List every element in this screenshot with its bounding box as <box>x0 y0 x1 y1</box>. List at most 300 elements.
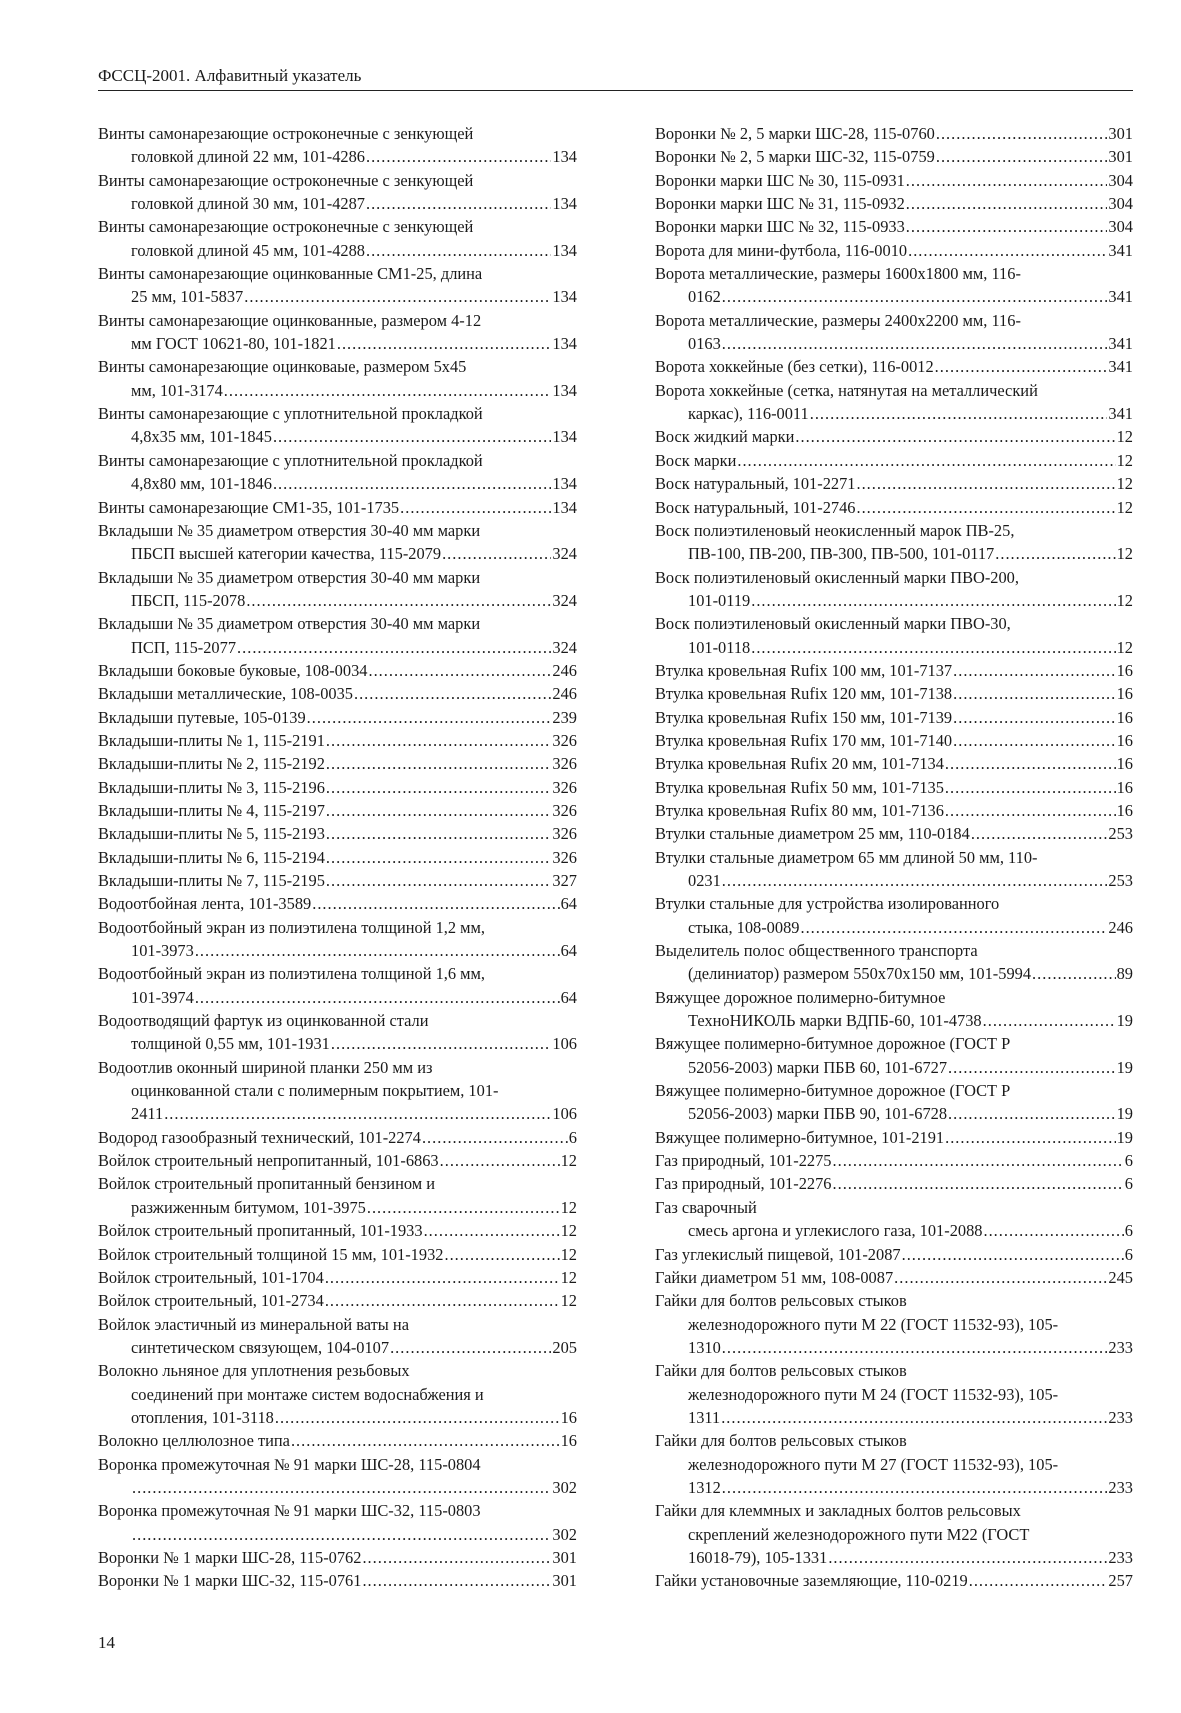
dot-leader <box>291 1429 560 1452</box>
index-entry-text: Гайки для болтов рельсовых стыков <box>655 1291 907 1311</box>
index-entry <box>98 869 577 892</box>
index-entry <box>98 1266 577 1289</box>
index-entry-text: мм ГОСТ 10621-80, 101-1821 <box>131 334 336 354</box>
index-entry-text: Втулка кровельная Rufix 20 мм, 101-7134 <box>655 754 944 774</box>
index-entry-text: Воронки № 1 марки ШС-28, 115-0762 <box>98 1547 362 1567</box>
index-entry-leader-line <box>655 192 1133 215</box>
index-entry-page-number: 12 <box>1116 637 1133 657</box>
index-entry-leader-line <box>98 425 577 448</box>
dot-leader <box>273 472 551 495</box>
index-entry <box>98 729 577 752</box>
dot-leader <box>983 1009 1116 1032</box>
index-entry-text: ПБСП, 115-2078 <box>131 590 246 610</box>
index-entry <box>655 145 1133 168</box>
index-entry-page-number: 12 <box>1116 497 1133 517</box>
dot-leader <box>953 729 1115 752</box>
dot-leader <box>953 659 1115 682</box>
index-entry-text: головкой длиной 22 мм, 101-4286 <box>131 147 365 167</box>
index-entry-text: Втулка кровельная Rufix 80 мм, 101-7136 <box>655 800 944 820</box>
dot-leader <box>983 1219 1123 1242</box>
index-entry-text: Втулки стальные для устройства изолированного <box>655 894 1000 914</box>
index-entry-leader-line <box>655 1336 1133 1359</box>
dot-leader <box>833 1172 1124 1195</box>
index-entry-text: Вкладыши-плиты № 3, 115-2196 <box>98 777 325 797</box>
index-entry-leader-line <box>655 355 1133 378</box>
index-entry-leader-line <box>98 1569 577 1592</box>
dot-leader <box>856 472 1115 495</box>
index-entry-leader-line <box>98 496 577 519</box>
index-entry-page-number: 12 <box>1116 474 1133 494</box>
index-entry-text: Втулка кровельная Rufix 170 мм, 101-7140 <box>655 730 953 750</box>
dot-leader <box>894 1266 1107 1289</box>
index-entry-leader-line <box>655 145 1133 168</box>
index-entry <box>98 402 577 449</box>
dot-leader <box>751 589 1115 612</box>
dot-leader <box>195 986 560 1009</box>
index-entry-leader-line <box>98 752 577 775</box>
index-entry-leader-line <box>98 846 577 869</box>
index-entry-page-number: 134 <box>552 427 577 447</box>
dot-leader <box>366 145 551 168</box>
index-entry-leader-line <box>98 1126 577 1149</box>
index-entry-leader-line <box>98 939 577 962</box>
index-entry-text: Вкладыши-плиты № 4, 115-2197 <box>98 800 325 820</box>
index-entry-page-number: 64 <box>560 987 577 1007</box>
index-entry-leader-line <box>655 1569 1133 1592</box>
dot-leader <box>971 822 1108 845</box>
index-entry-leader-line <box>98 682 577 705</box>
index-entry-text: Воронки № 2, 5 марки ШС-32, 115-0759 <box>655 147 935 167</box>
dot-leader <box>424 1219 560 1242</box>
index-entry-page-number: 326 <box>552 777 577 797</box>
index-entry-text: Винты самонарезающие оцинкованные СМ1-25, длина <box>98 264 483 284</box>
index-entry-text: Ворота для мини-футбола, 116-0010 <box>655 240 908 260</box>
index-entry <box>655 799 1133 822</box>
index-entry-leader-line <box>655 1056 1133 1079</box>
index-entry-leader-line <box>98 332 577 355</box>
index-entry-text: Втулка кровельная Rufix 100 мм, 101-7137 <box>655 660 953 680</box>
index-entry-leader-line <box>98 1266 577 1289</box>
index-entry-text: толщиной 0,55 мм, 101-1931 <box>131 1034 330 1054</box>
index-entry-text: Водоотлив оконный шириной планки 250 мм из <box>98 1057 433 1077</box>
index-entry-text: (делиниатор) размером 550х70х150 мм, 101-5994 <box>688 964 1032 984</box>
index-entry-page-number: 64 <box>560 894 577 914</box>
index-entry <box>655 169 1133 192</box>
index-entry <box>98 1359 577 1429</box>
index-entry <box>98 682 577 705</box>
index-entry-leader-line <box>655 449 1133 472</box>
index-entry <box>98 916 577 963</box>
index-entry <box>655 776 1133 799</box>
dot-leader <box>366 192 551 215</box>
index-entry-page-number: 324 <box>552 590 577 610</box>
dot-leader <box>326 799 552 822</box>
index-entry-page-number: 16 <box>560 1407 577 1427</box>
index-entry-page-number: 326 <box>552 847 577 867</box>
dot-leader <box>953 682 1115 705</box>
index-entry-text: Войлок строительный, 101-2734 <box>98 1291 324 1311</box>
index-entry-page-number: 6 <box>1124 1221 1133 1241</box>
index-entry-leader-line <box>655 822 1133 845</box>
dot-leader <box>337 332 552 355</box>
dot-leader <box>326 869 552 892</box>
index-entry-text: Втулка кровельная Rufix 120 мм, 101-7138 <box>655 684 953 704</box>
index-entry <box>98 776 577 799</box>
index-entry-leader-line <box>98 636 577 659</box>
index-entry-page-number: 16 <box>1116 730 1133 750</box>
dot-leader <box>273 425 551 448</box>
index-entry-page-number: 134 <box>552 334 577 354</box>
index-entry-page-number: 245 <box>1108 1267 1133 1287</box>
index-entry-leader-line <box>655 332 1133 355</box>
index-entry <box>655 1499 1133 1569</box>
index-entry-page-number: 12 <box>1116 450 1133 470</box>
dot-leader <box>936 122 1108 145</box>
index-entry-leader-line <box>655 659 1133 682</box>
index-entry-page-number: 233 <box>1108 1477 1133 1497</box>
index-entry <box>98 215 577 262</box>
index-entry-page-number: 304 <box>1108 217 1133 237</box>
index-entry <box>655 822 1133 845</box>
index-entry-text: Вяжущее полимерно-битумное дорожное (ГОСТ Р <box>655 1081 1011 1101</box>
index-entry-leader-line <box>655 1266 1133 1289</box>
index-entry-text: Выделитель полос общественного транспорта <box>655 941 978 961</box>
index-entry-text: Воронки марки ШС № 32, 115-0933 <box>655 217 905 237</box>
dot-leader <box>326 846 552 869</box>
dot-leader <box>164 1102 551 1125</box>
index-entry-text: Воск натуральный, 101-2271 <box>655 474 856 494</box>
index-entry-text: Войлок строительный пропитанный, 101-1933 <box>98 1221 423 1241</box>
index-entry-text: Воронки № 1 марки ШС-32, 115-0761 <box>98 1571 362 1591</box>
index-entry-text: 52056-2003) марки ПБВ 90, 101-6728 <box>688 1104 948 1124</box>
index-entry-leader-line <box>655 1243 1133 1266</box>
index-entry-text: Гайки установочные заземляющие, 110-0219 <box>655 1571 968 1591</box>
dot-leader <box>945 1126 1116 1149</box>
index-entry <box>655 986 1133 1033</box>
index-entry <box>98 309 577 356</box>
index-entry-leader-line <box>98 776 577 799</box>
dot-leader <box>362 1546 551 1569</box>
index-entry-page-number: 19 <box>1116 1127 1133 1147</box>
index-entry-page-number: 301 <box>1108 147 1133 167</box>
index-entry-page-number: 327 <box>552 871 577 890</box>
index-entry-leader-line <box>98 986 577 1009</box>
index-entry <box>655 1079 1133 1126</box>
index-entry-text: Втулки стальные диаметром 65 мм длиной 50 мм, 110- <box>655 847 1038 867</box>
dot-leader <box>935 355 1108 378</box>
index-entry-text: Войлок строительный непропитанный, 101-6863 <box>98 1151 439 1171</box>
index-entry-leader-line <box>655 122 1133 145</box>
dot-leader <box>969 1569 1108 1592</box>
index-entry-page-number: 233 <box>1108 1337 1133 1357</box>
dot-leader <box>331 1032 552 1055</box>
index-entry <box>98 846 577 869</box>
index-entry-page-number: 304 <box>1108 170 1133 190</box>
index-entry <box>98 169 577 216</box>
index-entry-page-number: 12 <box>1116 427 1133 447</box>
index-entry-text: Вяжущее дорожное полимерно-битумное <box>655 987 946 1007</box>
dot-leader <box>945 776 1116 799</box>
index-entry <box>98 1499 577 1546</box>
index-entry-page-number: 64 <box>560 941 577 961</box>
index-entry-text: Воронки марки ШС № 31, 115-0932 <box>655 194 905 214</box>
index-entry-leader-line <box>98 1032 577 1055</box>
index-entry <box>98 1126 577 1149</box>
dot-leader <box>440 1149 560 1172</box>
index-entry-leader-line <box>655 425 1133 448</box>
index-entry-page-number: 326 <box>552 754 577 774</box>
index-entry-text: Вяжущее полимерно-битумное дорожное (ГОСТ Р <box>655 1034 1011 1054</box>
index-entry-text: Ворота металлические, размеры 2400х2200 мм, 116- <box>655 310 1021 330</box>
index-entry <box>655 1126 1133 1149</box>
index-entry <box>655 519 1133 566</box>
index-entry-leader-line <box>655 472 1133 495</box>
dot-leader <box>224 379 552 402</box>
index-entry <box>655 1359 1133 1429</box>
index-entry-text: 0163 <box>688 334 721 354</box>
index-entry <box>655 612 1133 659</box>
index-entry <box>98 822 577 845</box>
index-entry-text: Воронки марки ШС № 30, 115-0931 <box>655 170 905 190</box>
dot-leader <box>800 916 1107 939</box>
index-entry-text: разжиженным битумом, 101-3975 <box>131 1197 366 1217</box>
index-entry-page-number: 16 <box>560 1431 577 1451</box>
index-entry-text: 101-3974 <box>131 987 194 1007</box>
index-entry <box>655 122 1133 145</box>
index-entry-page-number: 324 <box>552 544 577 564</box>
index-entry-leader-line <box>98 1243 577 1266</box>
index-entry-page-number: 326 <box>552 824 577 844</box>
index-entry <box>98 1172 577 1219</box>
index-entry-text: 4,8х80 мм, 101-1846 <box>131 474 272 494</box>
index-entry-text: Воск жидкий марки <box>655 427 795 447</box>
dot-leader <box>722 1336 1108 1359</box>
index-entry <box>655 1266 1133 1289</box>
index-entry <box>655 239 1133 262</box>
dot-leader <box>132 1523 551 1546</box>
dot-leader <box>275 1406 560 1429</box>
index-entry-text: головкой длиной 30 мм, 101-4287 <box>131 194 365 214</box>
index-entry-text: оцинкованной стали с полимерным покрытием, 101- <box>131 1081 499 1101</box>
index-entry-text: Вкладыши-плиты № 1, 115-2191 <box>98 730 325 750</box>
index-entry-text: 101-3973 <box>131 941 194 961</box>
index-entry <box>98 612 577 659</box>
index-entry-text: Винты самонарезающие остроконечные с зенкующей <box>98 170 474 190</box>
index-entry <box>98 1289 577 1312</box>
index-entry-page-number: 304 <box>1108 194 1133 214</box>
index-entry <box>98 1313 577 1360</box>
index-entry-text: Вкладыши боковые буковые, 108-0034 <box>98 660 368 680</box>
dot-leader <box>422 1126 568 1149</box>
index-entry-leader-line <box>98 892 577 915</box>
dot-leader <box>195 939 560 962</box>
index-entry-text: 0231 <box>688 871 721 890</box>
index-entry-leader-line <box>655 1219 1133 1242</box>
index-entry-leader-line <box>98 729 577 752</box>
dot-leader <box>390 1336 551 1359</box>
index-entry-text: соединений при монтаже систем водоснабжения и <box>131 1384 484 1404</box>
index-entry <box>98 355 577 402</box>
index-entry-page-number: 16 <box>1116 800 1133 820</box>
index-entry-leader-line <box>655 916 1133 939</box>
index-entry-page-number: 233 <box>1108 1407 1133 1427</box>
index-entry-page-number: 324 <box>552 637 577 657</box>
index-entry-text: 0162 <box>688 287 721 307</box>
index-entry-page-number: 12 <box>560 1291 577 1311</box>
index-entry <box>655 309 1133 356</box>
index-entry <box>655 215 1133 238</box>
index-entry <box>98 892 577 915</box>
index-column-right <box>655 122 1133 1593</box>
dot-leader <box>354 682 551 705</box>
dot-leader <box>902 1243 1124 1266</box>
index-entry-page-number: 12 <box>560 1197 577 1217</box>
dot-leader <box>1032 962 1116 985</box>
index-entry-leader-line <box>98 869 577 892</box>
dot-leader <box>721 1406 1107 1429</box>
index-entry-page-number: 301 <box>1108 124 1133 143</box>
index-entry-text: Вкладыши путевые, 105-0139 <box>98 707 306 727</box>
dot-leader <box>367 1196 560 1219</box>
index-entry-text: 16018-79), 105-1331 <box>688 1547 828 1567</box>
index-entry-leader-line <box>98 1523 577 1546</box>
dot-leader <box>995 542 1115 565</box>
index-entry-text: Винты самонарезающие СМ1-35, 101-1735 <box>98 497 400 517</box>
index-entry-text: Гайки для клеммных и закладных болтов рельсовых <box>655 1501 1021 1521</box>
page-number: 14 <box>98 1633 115 1652</box>
index-entry-page-number: 134 <box>552 240 577 260</box>
index-entry <box>655 566 1133 613</box>
dot-leader <box>948 1056 1116 1079</box>
index-entry <box>655 729 1133 752</box>
index-entry <box>655 1172 1133 1195</box>
index-entry-text: Гайки для болтов рельсовых стыков <box>655 1431 907 1451</box>
index-entry-text: Войлок эластичный из минеральной ваты на <box>98 1314 409 1334</box>
index-entry-leader-line <box>655 1172 1133 1195</box>
index-entry-leader-line <box>655 1009 1133 1032</box>
dot-leader <box>833 1149 1124 1172</box>
index-entry-page-number: 134 <box>552 287 577 307</box>
index-entry-leader-line <box>655 1102 1133 1125</box>
index-entry-page-number: 246 <box>1108 917 1133 937</box>
dot-leader <box>326 822 552 845</box>
index-entry-text: 101-0118 <box>688 637 751 657</box>
index-entry-page-number: 134 <box>552 497 577 517</box>
dot-leader <box>908 239 1107 262</box>
index-entry-text: отопления, 101-3118 <box>131 1407 274 1427</box>
index-entry <box>98 706 577 729</box>
index-entry-page-number: 6 <box>568 1127 577 1147</box>
index-entry-text: Воронки № 2, 5 марки ШС-28, 115-0760 <box>655 124 935 143</box>
index-entry-leader-line <box>655 285 1133 308</box>
index-entry-text: Втулка кровельная Rufix 150 мм, 101-7139 <box>655 707 953 727</box>
dot-leader <box>325 1289 560 1312</box>
index-entry-page-number: 341 <box>1108 334 1133 354</box>
index-entry-leader-line <box>655 776 1133 799</box>
index-entry-text: скреплений железнодорожного пути М22 (ГОСТ <box>688 1524 1030 1544</box>
index-entry-page-number: 12 <box>1116 544 1133 564</box>
index-entry <box>98 519 577 566</box>
index-entry-text: Ворота хоккейные (без сетки), 116-0012 <box>655 357 934 377</box>
index-entry-text: ПСП, 115-2077 <box>131 637 237 657</box>
index-entry-text: Втулки стальные диаметром 25 мм, 110-0184 <box>655 824 970 844</box>
index-entry-text: Волокно льняное для уплотнения резьбовых <box>98 1361 410 1381</box>
index-entry-page-number: 134 <box>552 194 577 214</box>
index-entry-leader-line <box>98 145 577 168</box>
index-entry-text: железнодорожного пути М 24 (ГОСТ 11532-93), 105- <box>688 1384 1059 1404</box>
index-entry <box>98 1243 577 1266</box>
index-entry <box>98 566 577 613</box>
index-entry-page-number: 12 <box>560 1244 577 1264</box>
dot-leader <box>751 636 1115 659</box>
index-entry-text: Воск полиэтиленовый окисленный марки ПВО-200, <box>655 567 1019 587</box>
index-entry <box>655 1196 1133 1243</box>
index-entry-text: ПБСП высшей категории качества, 115-2079 <box>131 544 442 564</box>
index-entry-text: ТехноНИКОЛЬ марки ВДПБ-60, 101-4738 <box>688 1011 982 1031</box>
index-entry-text: Гайки диаметром 51 мм, 108-0087 <box>655 1267 894 1287</box>
index-entry-text: Войлок строительный толщиной 15 мм, 101-1932 <box>98 1244 444 1264</box>
index-entry-page-number: 134 <box>552 474 577 494</box>
index-entry-page-number: 246 <box>552 660 577 680</box>
index-entry <box>655 752 1133 775</box>
dot-leader <box>906 169 1108 192</box>
dot-leader <box>312 892 559 915</box>
index-entry-page-number: 253 <box>1108 824 1133 844</box>
index-entry-leader-line <box>98 1546 577 1569</box>
index-entry-text: Вкладыши-плиты № 2, 115-2192 <box>98 754 325 774</box>
index-entry-leader-line <box>98 285 577 308</box>
dot-leader <box>936 145 1108 168</box>
index-entry-leader-line <box>655 729 1133 752</box>
index-entry-text: Вкладыши № 35 диаметром отверстия 30-40 мм марки <box>98 520 481 540</box>
dot-leader <box>945 752 1116 775</box>
index-entry-leader-line <box>655 496 1133 519</box>
index-entry-text: Газ природный, 101-2276 <box>655 1174 832 1194</box>
dot-leader <box>722 869 1108 892</box>
index-entry-leader-line <box>655 869 1133 892</box>
index-entry <box>98 1219 577 1242</box>
dot-leader <box>132 1476 551 1499</box>
dot-leader <box>237 636 551 659</box>
index-entry <box>655 1032 1133 1079</box>
index-entry-page-number: 12 <box>1116 590 1133 610</box>
index-entry-text: Водоотводящий фартук из оцинкованной стали <box>98 1011 429 1031</box>
index-entry-page-number: 19 <box>1116 1104 1133 1124</box>
index-column-left <box>98 122 577 1593</box>
index-entry-text: 4,8х35 мм, 101-1845 <box>131 427 272 447</box>
dot-leader <box>307 706 552 729</box>
index-entry-text: Втулка кровельная Rufix 50 мм, 101-7135 <box>655 777 944 797</box>
index-entry-page-number: 239 <box>552 707 577 727</box>
index-entry-leader-line <box>655 1546 1133 1569</box>
index-entry-leader-line <box>98 799 577 822</box>
index-entry-page-number: 326 <box>552 730 577 750</box>
index-entry-text: Винты самонарезающие остроконечные с зенкующей <box>98 124 474 143</box>
index-entry-page-number: 134 <box>552 380 577 400</box>
dot-leader <box>722 285 1108 308</box>
index-entry-page-number: 106 <box>552 1034 577 1054</box>
index-entry-page-number: 19 <box>1116 1057 1133 1077</box>
index-entry-page-number: 341 <box>1108 357 1133 377</box>
dot-leader <box>948 1102 1116 1125</box>
index-entry-page-number: 326 <box>552 800 577 820</box>
index-entry-leader-line <box>98 1102 577 1125</box>
dot-leader <box>795 425 1115 448</box>
index-entry-leader-line <box>98 1406 577 1429</box>
index-entry-text: каркас), 116-0011 <box>688 404 809 424</box>
index-entry <box>98 122 577 169</box>
index-entry-leader-line <box>98 1196 577 1219</box>
